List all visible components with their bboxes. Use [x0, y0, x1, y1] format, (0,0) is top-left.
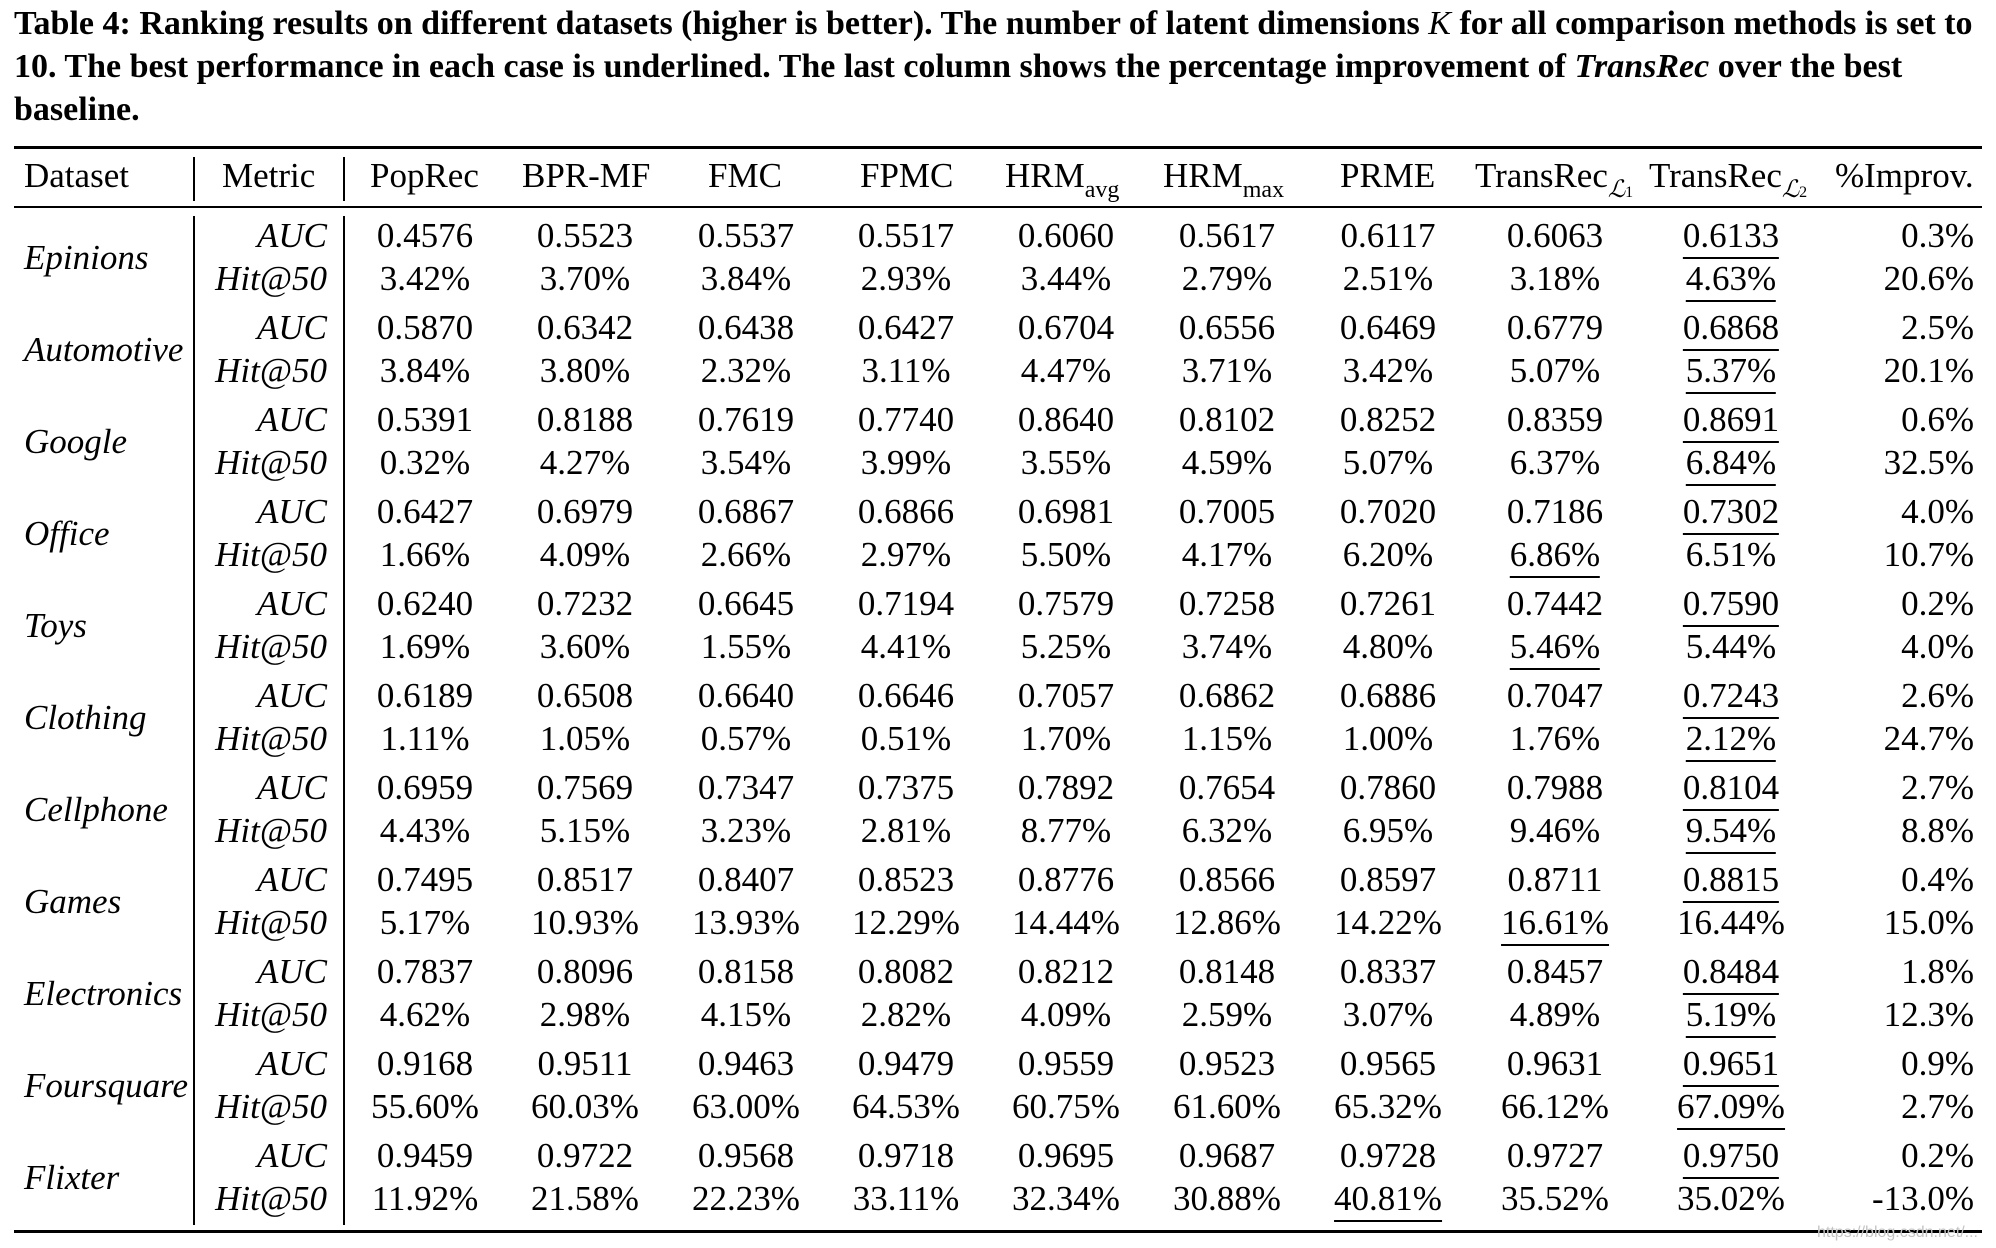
value-cell: 0.6117 — [1340, 216, 1436, 255]
improvement-cell: 2.7% — [1901, 1087, 1974, 1126]
value-cell: 1.70% — [1020, 719, 1112, 758]
value-cell: 4.09% — [1020, 995, 1112, 1034]
column-divider-metric — [343, 157, 345, 201]
caption-k-symbol: K — [1428, 5, 1451, 42]
value-cell: 3.60% — [539, 627, 631, 666]
value-cell: 2.98% — [539, 995, 631, 1034]
best-value-cell: 0.8815 — [1683, 860, 1779, 903]
value-cell: 0.9718 — [857, 1136, 955, 1175]
value-cell: 0.7579 — [1017, 584, 1115, 623]
value-cell: 4.15% — [700, 995, 792, 1034]
value-cell: 0.8457 — [1506, 952, 1604, 991]
best-value-cell: 0.7243 — [1683, 676, 1779, 719]
value-cell: 63.00% — [692, 1087, 800, 1126]
value-cell: 0.5617 — [1178, 216, 1276, 255]
value-cell: 0.7837 — [376, 952, 474, 991]
metric-label-auc: AUC — [257, 400, 327, 439]
improvement-cell: 32.5% — [1883, 443, 1974, 482]
best-value-cell: 2.12% — [1686, 719, 1776, 762]
value-cell: 0.6979 — [536, 492, 634, 531]
value-cell: 1.76% — [1509, 719, 1601, 758]
value-cell: 33.11% — [852, 1179, 960, 1218]
value-cell: 0.57% — [700, 719, 792, 758]
improvement-cell: 0.3% — [1901, 216, 1974, 255]
value-cell: 0.6556 — [1178, 308, 1276, 347]
value-cell: 0.7020 — [1339, 492, 1437, 531]
metric-label-hit: Hit@50 — [215, 1087, 327, 1126]
improvement-cell: -13.0% — [1871, 1179, 1974, 1218]
caption-text-c: over the best baseline. — [14, 48, 1903, 128]
best-value-cell: 0.7302 — [1683, 492, 1779, 535]
value-cell: 9.46% — [1509, 811, 1601, 850]
value-cell: 0.7654 — [1178, 768, 1276, 807]
value-cell: 16.44% — [1677, 903, 1785, 942]
value-cell: 64.53% — [852, 1087, 960, 1126]
value-cell: 0.7569 — [536, 768, 634, 807]
value-cell: 3.54% — [700, 443, 792, 482]
table-caption — [14, 2, 1994, 131]
value-cell: 66.12% — [1501, 1087, 1609, 1126]
metric-label-hit: Hit@50 — [215, 351, 327, 390]
best-value-cell: 4.63% — [1686, 259, 1776, 302]
value-cell: 0.6981 — [1017, 492, 1115, 531]
value-cell: 0.5391 — [376, 400, 474, 439]
header-rule — [14, 206, 1982, 208]
value-cell: 6.95% — [1342, 811, 1434, 850]
watermark: https://blog.csdn.net/... — [1817, 1224, 1978, 1241]
value-cell: 0.9559 — [1017, 1044, 1115, 1083]
metric-label-auc: AUC — [257, 492, 327, 531]
value-cell: 35.52% — [1501, 1179, 1609, 1218]
value-cell: 6.32% — [1181, 811, 1273, 850]
improvement-cell: 1.8% — [1901, 952, 1974, 991]
best-value-cell: 5.37% — [1686, 351, 1776, 394]
caption-text-a: Ranking results on different datasets (higher is better). The number of latent dimensions — [130, 5, 1429, 42]
improvement-cell: 0.2% — [1901, 1136, 1974, 1175]
dataset-name: Cellphone — [24, 790, 168, 829]
value-cell: 0.7057 — [1017, 676, 1115, 715]
header-improvement: %Improv. — [1835, 156, 1974, 195]
value-cell: 0.7740 — [857, 400, 955, 439]
metric-label-hit: Hit@50 — [215, 719, 327, 758]
value-cell: 0.7892 — [1017, 768, 1115, 807]
top-rule — [14, 146, 1982, 149]
best-value-cell: 5.46% — [1510, 627, 1600, 670]
value-cell: 0.8517 — [536, 860, 634, 899]
transrec-l2-base: TransRec — [1649, 156, 1782, 195]
improvement-cell: 12.3% — [1883, 995, 1974, 1034]
value-cell: 0.8337 — [1339, 952, 1437, 991]
value-cell: 0.8158 — [697, 952, 795, 991]
value-cell: 2.66% — [700, 535, 792, 574]
value-cell: 3.07% — [1342, 995, 1434, 1034]
value-cell: 4.47% — [1020, 351, 1112, 390]
value-cell: 0.7005 — [1178, 492, 1276, 531]
value-cell: 0.7619 — [697, 400, 795, 439]
metric-label-auc: AUC — [257, 676, 327, 715]
value-cell: 11.92% — [371, 1179, 479, 1218]
best-value-cell: 0.9651 — [1683, 1044, 1779, 1087]
value-cell: 3.80% — [539, 351, 631, 390]
dataset-name: Epinions — [24, 238, 149, 277]
header-metric: Metric — [222, 156, 316, 195]
value-cell: 0.9728 — [1339, 1136, 1437, 1175]
value-cell: 3.44% — [1020, 259, 1112, 298]
dataset-name: Electronics — [24, 974, 183, 1013]
best-value-cell: 9.54% — [1686, 811, 1776, 854]
best-value-cell: 0.6868 — [1683, 308, 1779, 351]
improvement-cell: 0.9% — [1901, 1044, 1974, 1083]
value-cell: 4.80% — [1342, 627, 1434, 666]
value-cell: 5.15% — [539, 811, 631, 850]
value-cell: 4.27% — [539, 443, 631, 482]
value-cell: 0.6469 — [1339, 308, 1437, 347]
value-cell: 0.32% — [379, 443, 471, 482]
caption-method: TransRec — [1574, 48, 1710, 85]
improvement-cell: 20.1% — [1883, 351, 1974, 390]
value-cell: 1.66% — [379, 535, 471, 574]
caption-text-b: for all comparison methods is set to 10. The best performance in each case is underlined. The last column shows the percentage improvement of — [14, 5, 1973, 85]
metric-label-hit: Hit@50 — [215, 811, 327, 850]
value-cell: 0.6189 — [376, 676, 474, 715]
value-cell: 0.6640 — [697, 676, 795, 715]
transrec-l2-sub: ℒ — [1781, 177, 1800, 203]
value-cell: 0.8407 — [697, 860, 795, 899]
value-cell: 2.51% — [1342, 259, 1434, 298]
value-cell: 4.59% — [1181, 443, 1273, 482]
best-value-cell: 0.8104 — [1683, 768, 1779, 811]
value-cell: 0.6959 — [376, 768, 474, 807]
value-cell: 0.6060 — [1017, 216, 1115, 255]
value-cell: 0.8523 — [857, 860, 955, 899]
improvement-cell: 2.6% — [1901, 676, 1974, 715]
value-cell: 2.81% — [860, 811, 952, 850]
caption-label: Table 4: — [14, 5, 131, 42]
value-cell: 0.9687 — [1178, 1136, 1276, 1175]
value-cell: 60.03% — [531, 1087, 639, 1126]
dataset-name: Automotive — [24, 330, 184, 369]
header-hrm-avg — [1005, 155, 1120, 203]
value-cell: 3.55% — [1020, 443, 1112, 482]
value-cell: 32.34% — [1012, 1179, 1120, 1218]
value-cell: 22.23% — [692, 1179, 800, 1218]
best-value-cell: 0.6133 — [1683, 216, 1779, 259]
value-cell: 2.97% — [860, 535, 952, 574]
header-prme: PRME — [1340, 156, 1436, 195]
improvement-cell: 15.0% — [1883, 903, 1974, 942]
value-cell: 1.00% — [1342, 719, 1434, 758]
value-cell: 0.8096 — [536, 952, 634, 991]
value-cell: 0.4576 — [376, 216, 474, 255]
value-cell: 0.7047 — [1506, 676, 1604, 715]
value-cell: 5.17% — [379, 903, 471, 942]
transrec-l1-idx: 1 — [1625, 184, 1634, 201]
value-cell: 1.05% — [539, 719, 631, 758]
metric-label-hit: Hit@50 — [215, 627, 327, 666]
metric-label-hit: Hit@50 — [215, 443, 327, 482]
value-cell: 3.42% — [379, 259, 471, 298]
value-cell: 0.9511 — [537, 1044, 633, 1083]
value-cell: 0.6867 — [697, 492, 795, 531]
header-fpmc: FPMC — [860, 156, 954, 195]
value-cell: 6.20% — [1342, 535, 1434, 574]
column-divider-dataset-body — [193, 216, 195, 1225]
best-value-cell: 0.9750 — [1683, 1136, 1779, 1179]
value-cell: 0.8776 — [1017, 860, 1115, 899]
value-cell: 4.62% — [379, 995, 471, 1034]
metric-label-auc: AUC — [257, 308, 327, 347]
value-cell: 0.8148 — [1178, 952, 1276, 991]
value-cell: 5.07% — [1342, 443, 1434, 482]
value-cell: 5.07% — [1509, 351, 1601, 390]
value-cell: 2.93% — [860, 259, 952, 298]
value-cell: 1.69% — [379, 627, 471, 666]
value-cell: 0.9459 — [376, 1136, 474, 1175]
value-cell: 30.88% — [1173, 1179, 1281, 1218]
value-cell: 4.89% — [1509, 995, 1601, 1034]
value-cell: 0.7186 — [1506, 492, 1604, 531]
bottom-rule — [14, 1230, 1982, 1233]
dataset-name: Foursquare — [24, 1066, 188, 1105]
dataset-name: Clothing — [24, 698, 147, 737]
best-value-cell: 6.86% — [1510, 535, 1600, 578]
value-cell: 14.44% — [1012, 903, 1120, 942]
value-cell: 0.6886 — [1339, 676, 1437, 715]
header-fmc: FMC — [708, 156, 782, 195]
best-value-cell: 0.8691 — [1683, 400, 1779, 443]
value-cell: 0.5537 — [697, 216, 795, 255]
improvement-cell: 8.8% — [1901, 811, 1974, 850]
value-cell: 0.6063 — [1506, 216, 1604, 255]
metric-label-auc: AUC — [257, 860, 327, 899]
value-cell: 0.6240 — [376, 584, 474, 623]
value-cell: 0.8640 — [1017, 400, 1115, 439]
value-cell: 0.6508 — [536, 676, 634, 715]
value-cell: 0.5870 — [376, 308, 474, 347]
value-cell: 0.6704 — [1017, 308, 1115, 347]
best-value-cell: 0.8484 — [1683, 952, 1779, 995]
value-cell: 0.8188 — [536, 400, 634, 439]
value-cell: 0.6862 — [1178, 676, 1276, 715]
value-cell: 0.6646 — [857, 676, 955, 715]
improvement-cell: 20.6% — [1883, 259, 1974, 298]
value-cell: 1.11% — [380, 719, 470, 758]
value-cell: 2.59% — [1181, 995, 1273, 1034]
value-cell: 1.55% — [700, 627, 792, 666]
value-cell: 21.58% — [531, 1179, 639, 1218]
value-cell: 4.41% — [860, 627, 952, 666]
value-cell: 0.8102 — [1178, 400, 1276, 439]
best-value-cell: 40.81% — [1334, 1179, 1442, 1222]
metric-label-hit: Hit@50 — [215, 1179, 327, 1218]
value-cell: 2.82% — [860, 995, 952, 1034]
value-cell: 0.6438 — [697, 308, 795, 347]
value-cell: 1.15% — [1181, 719, 1273, 758]
value-cell: 12.86% — [1173, 903, 1281, 942]
value-cell: 13.93% — [692, 903, 800, 942]
value-cell: 0.6342 — [536, 308, 634, 347]
metric-label-auc: AUC — [257, 1136, 327, 1175]
value-cell: 0.6645 — [697, 584, 795, 623]
value-cell: 0.9727 — [1506, 1136, 1604, 1175]
value-cell: 2.79% — [1181, 259, 1273, 298]
improvement-cell: 2.7% — [1901, 768, 1974, 807]
value-cell: 4.17% — [1181, 535, 1273, 574]
value-cell: 0.8597 — [1339, 860, 1437, 899]
transrec-l2-idx: 2 — [1799, 184, 1808, 201]
header-dataset: Dataset — [24, 156, 129, 195]
metric-label-auc: AUC — [257, 952, 327, 991]
value-cell: 0.9523 — [1178, 1044, 1276, 1083]
best-value-cell: 6.84% — [1686, 443, 1776, 486]
dataset-name: Games — [24, 882, 122, 921]
value-cell: 3.42% — [1342, 351, 1434, 390]
value-cell: 0.9695 — [1017, 1136, 1115, 1175]
value-cell: 0.9568 — [697, 1136, 795, 1175]
value-cell: 5.50% — [1020, 535, 1112, 574]
improvement-cell: 4.0% — [1901, 627, 1974, 666]
value-cell: 0.7988 — [1506, 768, 1604, 807]
value-cell: 3.70% — [539, 259, 631, 298]
metric-label-auc: AUC — [257, 216, 327, 255]
improvement-cell: 0.6% — [1901, 400, 1974, 439]
value-cell: 0.7347 — [697, 768, 795, 807]
hrm-max-base: HRM — [1163, 156, 1243, 195]
hrm-avg-sub: avg — [1084, 177, 1120, 203]
metric-label-hit: Hit@50 — [215, 903, 327, 942]
transrec-l1-sub: ℒ — [1607, 177, 1626, 203]
value-cell: 3.84% — [379, 351, 471, 390]
value-cell: 0.51% — [860, 719, 952, 758]
improvement-cell: 4.0% — [1901, 492, 1974, 531]
hrm-avg-base: HRM — [1005, 156, 1085, 195]
metric-label-auc: AUC — [257, 768, 327, 807]
value-cell: 3.74% — [1181, 627, 1273, 666]
best-value-cell: 0.7590 — [1683, 584, 1779, 627]
value-cell: 35.02% — [1677, 1179, 1785, 1218]
dataset-name: Toys — [24, 606, 87, 645]
value-cell: 0.8566 — [1178, 860, 1276, 899]
value-cell: 0.7442 — [1506, 584, 1604, 623]
value-cell: 3.84% — [700, 259, 792, 298]
value-cell: 60.75% — [1012, 1087, 1120, 1126]
metric-label-hit: Hit@50 — [215, 259, 327, 298]
header-transrec-l1 — [1475, 155, 1634, 203]
value-cell: 0.9479 — [857, 1044, 955, 1083]
improvement-cell: 0.4% — [1901, 860, 1974, 899]
value-cell: 65.32% — [1334, 1087, 1442, 1126]
value-cell: 5.25% — [1020, 627, 1112, 666]
value-cell: 6.37% — [1509, 443, 1601, 482]
value-cell: 0.7261 — [1339, 584, 1437, 623]
value-cell: 3.99% — [860, 443, 952, 482]
best-value-cell: 16.61% — [1501, 903, 1609, 946]
value-cell: 12.29% — [852, 903, 960, 942]
value-cell: 3.11% — [861, 351, 951, 390]
hrm-max-sub: max — [1242, 177, 1285, 203]
value-cell: 0.6866 — [857, 492, 955, 531]
column-divider-metric-body — [343, 216, 345, 1225]
value-cell: 0.8082 — [857, 952, 955, 991]
value-cell: 0.7860 — [1339, 768, 1437, 807]
header-hrm-max — [1163, 155, 1285, 203]
dataset-name: Flixter — [24, 1158, 120, 1197]
improvement-cell: 2.5% — [1901, 308, 1974, 347]
value-cell: 4.09% — [539, 535, 631, 574]
value-cell: 0.7375 — [857, 768, 955, 807]
value-cell: 14.22% — [1334, 903, 1442, 942]
value-cell: 0.8359 — [1506, 400, 1604, 439]
value-cell: 0.7495 — [376, 860, 474, 899]
metric-label-auc: AUC — [257, 584, 327, 623]
metric-label-hit: Hit@50 — [215, 535, 327, 574]
value-cell: 0.9631 — [1506, 1044, 1604, 1083]
value-cell: 0.9565 — [1339, 1044, 1437, 1083]
column-divider-dataset — [193, 157, 195, 201]
metric-label-auc: AUC — [257, 1044, 327, 1083]
value-cell: 0.7258 — [1178, 584, 1276, 623]
value-cell: 0.7194 — [857, 584, 955, 623]
header-transrec-l2 — [1649, 155, 1808, 203]
metric-label-hit: Hit@50 — [215, 995, 327, 1034]
value-cell: 0.9463 — [697, 1044, 795, 1083]
value-cell: 2.32% — [700, 351, 792, 390]
best-value-cell: 5.19% — [1686, 995, 1776, 1038]
header-bpr-mf: BPR-MF — [522, 156, 651, 195]
dataset-name: Office — [24, 514, 110, 553]
value-cell: 55.60% — [371, 1087, 479, 1126]
value-cell: 0.6427 — [376, 492, 474, 531]
transrec-l1-base: TransRec — [1475, 156, 1608, 195]
value-cell: 0.7232 — [536, 584, 634, 623]
improvement-cell: 10.7% — [1883, 535, 1974, 574]
value-cell: 0.5523 — [536, 216, 634, 255]
value-cell: 3.23% — [700, 811, 792, 850]
value-cell: 0.8252 — [1339, 400, 1437, 439]
value-cell: 6.51% — [1685, 535, 1777, 574]
header-poprec: PopRec — [370, 156, 479, 195]
value-cell: 10.93% — [531, 903, 639, 942]
value-cell: 0.5517 — [857, 216, 955, 255]
value-cell: 0.9168 — [376, 1044, 474, 1083]
dataset-name: Google — [24, 422, 128, 461]
value-cell: 3.18% — [1509, 259, 1601, 298]
value-cell: 8.77% — [1020, 811, 1112, 850]
value-cell: 4.43% — [379, 811, 471, 850]
improvement-cell: 0.2% — [1901, 584, 1974, 623]
value-cell: 5.44% — [1685, 627, 1777, 666]
value-cell: 0.6779 — [1506, 308, 1604, 347]
value-cell: 0.8212 — [1017, 952, 1115, 991]
value-cell: 0.6427 — [857, 308, 955, 347]
value-cell: 3.71% — [1181, 351, 1273, 390]
improvement-cell: 24.7% — [1883, 719, 1974, 758]
value-cell: 61.60% — [1173, 1087, 1281, 1126]
value-cell: 0.8711 — [1507, 860, 1603, 899]
best-value-cell: 67.09% — [1677, 1087, 1785, 1130]
value-cell: 0.9722 — [536, 1136, 634, 1175]
